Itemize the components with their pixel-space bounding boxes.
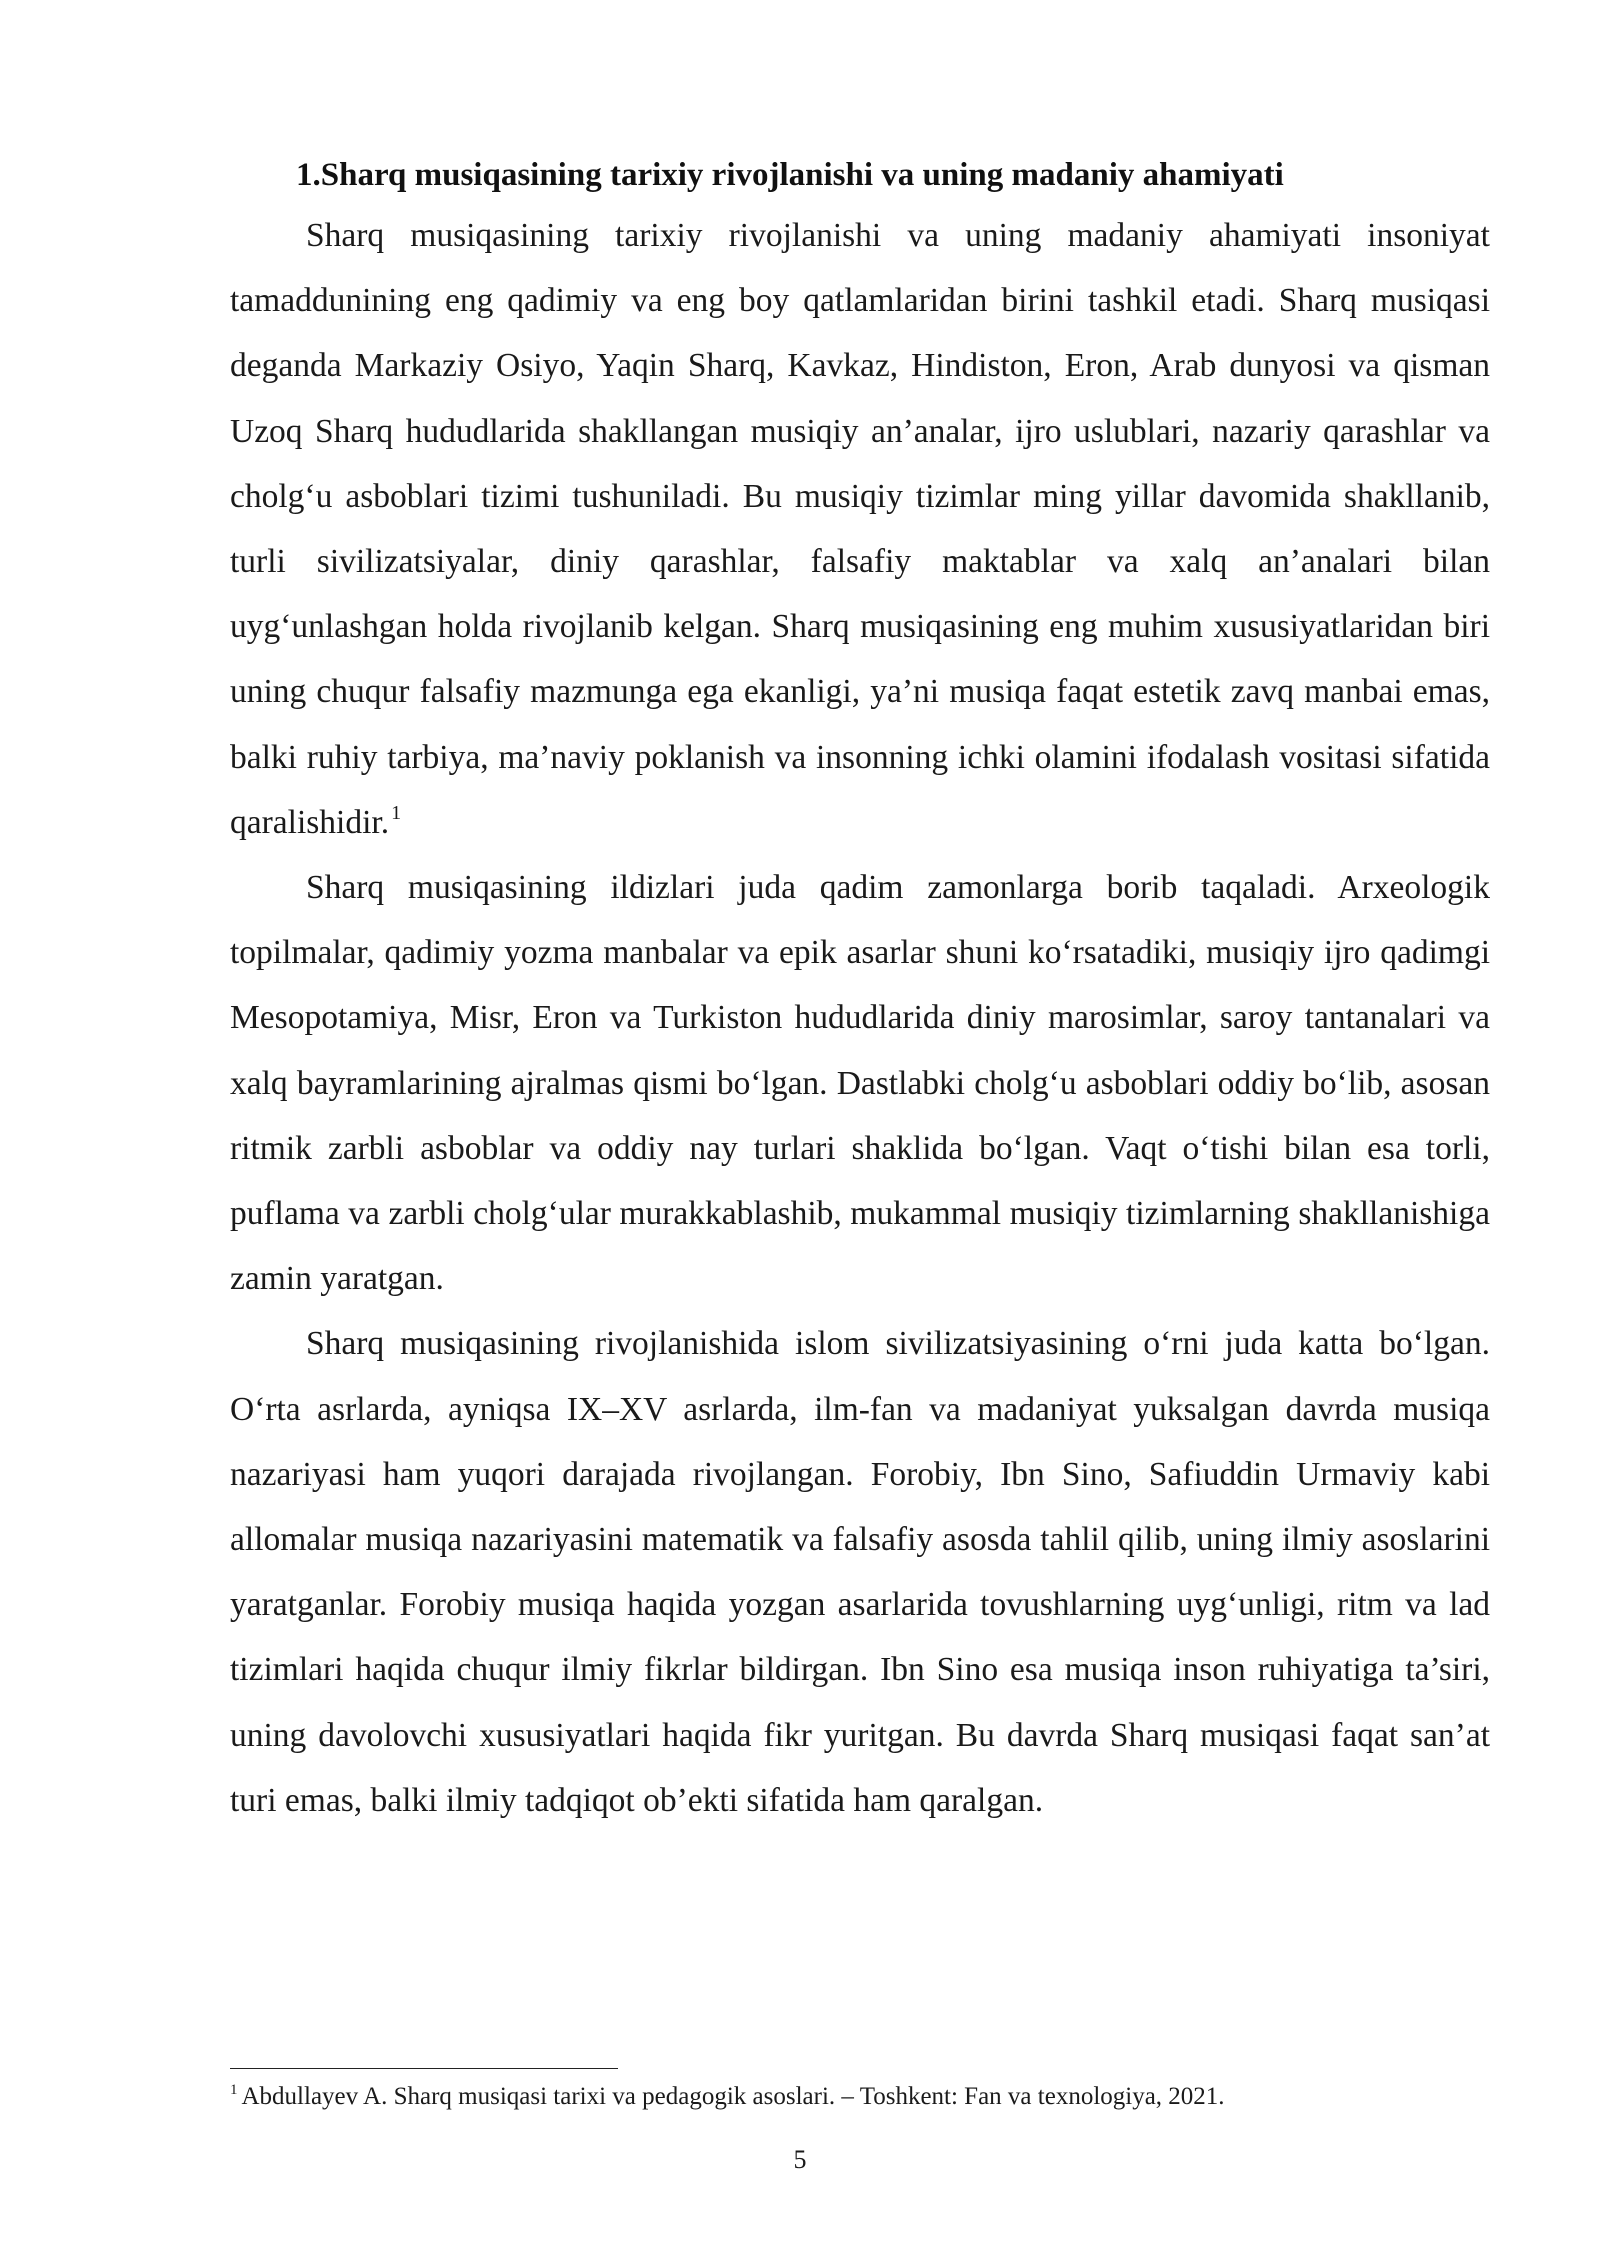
paragraph-3-text: Sharq musiqasining rivojlanishida islom sivilizatsiyasining o‘rni juda katta bo‘lgan. O‘rta asrlarda, ayniqsa IX–XV asrlarda, ilm-fan va madaniyat yuksalgan davrda musiqa nazariyasi ham yuqori darajada rivojlangan. Forobiy, Ibn Sino, Safiuddin Urmaviy kabi allomalar musiqa nazariyasini matematik va falsafiy asosda tahlil qilib, uning ilmiy asoslarini yaratganlar. Forobiy musiqa haqida yozgan asarlarida tovushlarning uyg‘unligi, ritm va lad tizimlari haqida chuqur ilmiy fikrlar bildirgan. Ibn Sino esa musiqa inson ruhiyatiga ta’siri, uning davolovchi xususiyatlari haqida fikr yuritgan. Bu davrda Sharq musiqasi faqat san’at turi emas, balki ilmiy tadqiqot ob’ekti sifatida ham qaralgan. (230, 1325, 1490, 1819)
page-number: 5 (793, 2145, 807, 2174)
paragraph-2 (230, 855, 1490, 1311)
paragraph-1-text: Sharq musiqasining tarixiy rivojlanishi va uning madaniy ahamiyati insoniyat tamaddunining eng qadimiy va eng boy qatlamlaridan birini tashkil etadi. Sharq musiqasi deganda Markaziy Osiyo, Yaqin Sharq, Kavkaz, Hindiston, Eron, Arab dunyosi va qisman Uzoq Sharq hududlarida shakllangan musiqiy an’analar, ijro uslublari, nazariy qarashlar va cholg‘u asboblari tizimi tushuniladi. Bu musiqiy tizimlar ming yillar davomida shakllanib, turli sivilizatsiyalar, diniy qarashlar, falsafiy maktablar va xalq an’analari bilan uyg‘unlashgan holda rivojlanib kelgan. Sharq musiqasining eng muhim xususiyatlaridan biri uning chuqur falsafiy mazmunga ega ekanligi, ya’ni musiqa faqat estetik zavq manbai emas, balki ruhiy tarbiya, ma’naviy poklanish va insonning ichki olamini ifodalash vositasi sifatida qaralishidir. (230, 217, 1490, 841)
footnote-reference[interactable]: 1 (391, 801, 402, 824)
paragraph-1 (230, 203, 1490, 855)
footnote-separator (230, 2068, 618, 2069)
section-heading: 1.Sharq musiqasining tarixiy rivojlanishi va uning madaniy ahamiyati (296, 157, 1284, 193)
footnote (230, 2080, 1490, 2114)
page-body (230, 150, 1490, 1833)
paragraph-2-text: Sharq musiqasining ildizlari juda qadim zamonlarga borib taqaladi. Arxeologik topilmalar, qadimiy yozma manbalar va epik asarlar shuni ko‘rsatadiki, musiqiy ijro qadimgi Mesopotamiya, Misr, Eron va Turkiston hududlarida diniy marosimlar, saroy tantanalari va xalq bayramlarining ajralmas qismi bo‘lgan. Dastlabki cholg‘u asboblari oddiy bo‘lib, asosan ritmik zarbli asboblar va oddiy nay turlari shaklida bo‘lgan. Vaqt o‘tishi bilan esa torli, puflama va zarbli cholg‘ular murakkablashib, mukammal musiqiy tizimlarning shakllanishiga zamin yaratgan. (230, 869, 1490, 1298)
footnote-marker: 1 (230, 2082, 238, 2098)
footnote-text: Abdullayev A. Sharq musiqasi tarixi va pedagogik asoslari. – Toshkent: Fan va texnologiya, 2021. (241, 2083, 1225, 2110)
paragraph-3 (230, 1311, 1490, 1833)
